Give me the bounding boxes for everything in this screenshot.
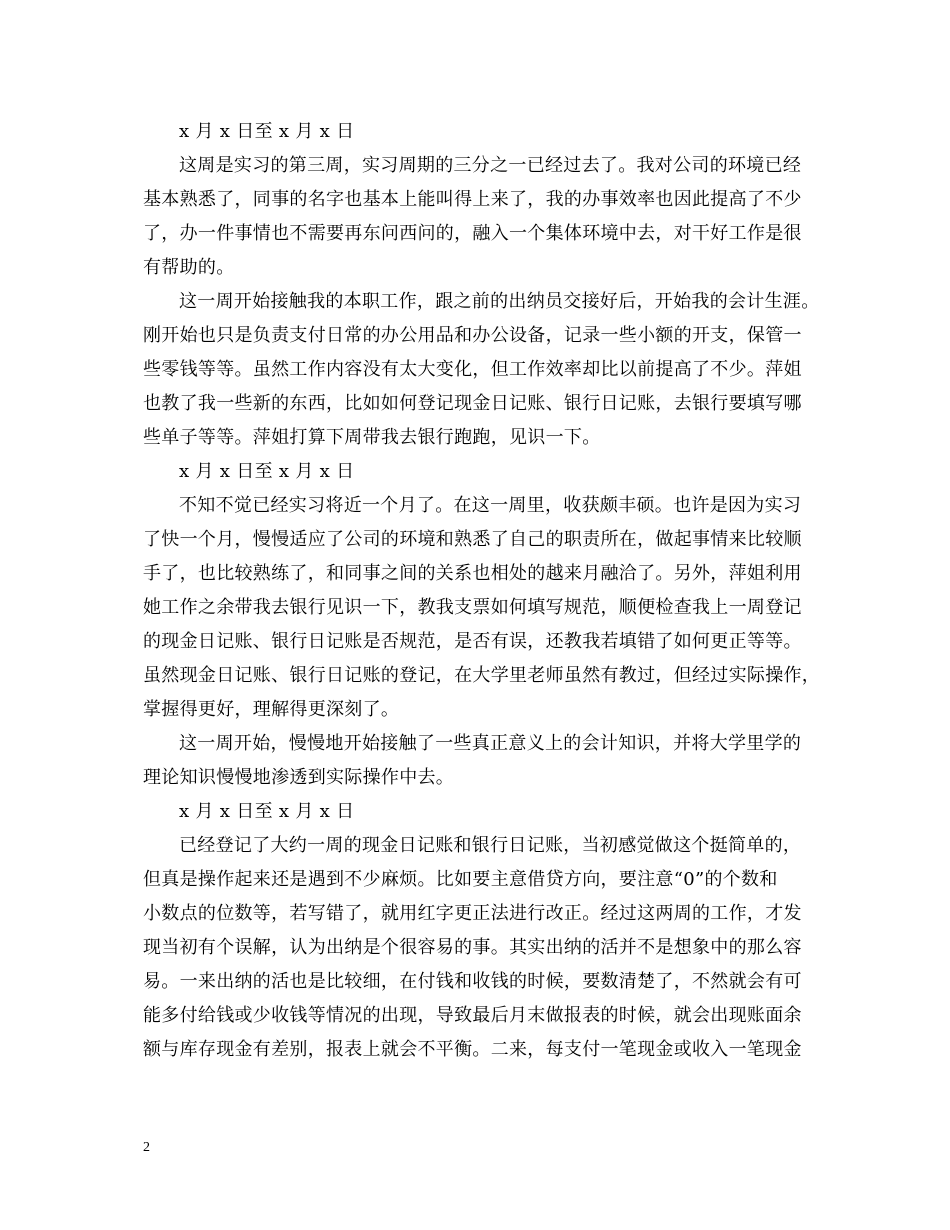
- paragraph-line: 她工作之余带我去银行见识一下，教我支票如何填写规范，顺便检查我上一周登记: [143, 597, 802, 618]
- paragraph-line: 手了，也比较熟练了，和同事之间的关系也相处的越来月融洽了。另外，萍姐利用: [143, 563, 802, 584]
- paragraph-line: 有帮助的。: [143, 257, 235, 278]
- paragraph-line: 了，办一件事情也不需要再东问西问的，融入一个集体环境中去，对干好工作是很: [143, 223, 802, 244]
- paragraph-line: 掌握得更好，理解得更深刻了。: [143, 699, 400, 720]
- paragraph-line: 小数点的位数等，若写错了，就用红字更正法进行改正。经过这两周的工作，才发: [143, 903, 802, 924]
- paragraph-line: 理论知识慢慢地渗透到实际操作中去。: [143, 767, 455, 788]
- paragraph-line: 了快一个月，慢慢适应了公司的环境和熟悉了自己的职责所在，做起事情来比较顺: [143, 529, 802, 550]
- paragraph-line: 这一周开始，慢慢地开始接触了一些真正意义上的会计知识，并将大学里学的: [179, 733, 802, 754]
- paragraph-line: 的现金日记账、银行日记账是否规范，是否有误，还教我若填错了如何更正等等。: [143, 631, 802, 652]
- paragraph-line: 虽然现金日记账、银行日记账的登记，在大学里老师虽然有教过，但经过实际操作，: [143, 665, 821, 686]
- paragraph-line: 易。一来出纳的活也是比较细，在付钱和收钱的时候，要数清楚了，不然就会有可: [143, 971, 802, 992]
- paragraph-line: 已经登记了大约一周的现金日记账和银行日记账，当初感觉做这个挺简单的，: [179, 835, 802, 856]
- paragraph-line: 些零钱等等。虽然工作内容没有太大变化，但工作效率却比以前提高了不少。萍姐: [143, 359, 802, 380]
- section-date-heading: x 月 x 日至 x 月 x 日: [179, 801, 355, 822]
- paragraph-line: 这周是实习的第三周，实习周期的三分之一已经过去了。我对公司的环境已经: [179, 155, 802, 176]
- section-date-heading: x 月 x 日至 x 月 x 日: [179, 461, 355, 482]
- paragraph-line: 能多付给钱或少收钱等情况的出现，导致最后月末做报表的时候，就会出现账面余: [143, 1005, 802, 1026]
- paragraph-line: 但真是操作起来还是遇到不少麻烦。比如要主意借贷方向，要注意“0”的个数和: [143, 869, 778, 890]
- paragraph-line: 现当初有个误解，认为出纳是个很容易的事。其实出纳的活并不是想象中的那么容: [143, 937, 802, 958]
- paragraph-line: 基本熟悉了，同事的名字也基本上能叫得上来了，我的办事效率也因此提高了不少: [143, 189, 802, 210]
- paragraph-line: 这一周开始接触我的本职工作，跟之前的出纳员交接好后，开始我的会计生涯。: [179, 291, 820, 312]
- paragraph-line: 刚开始也只是负责支付日常的办公用品和办公设备，记录一些小额的开支，保管一: [143, 325, 802, 346]
- section-date-heading: x 月 x 日至 x 月 x 日: [179, 121, 355, 142]
- page-number: 2: [143, 1140, 150, 1155]
- paragraph-line: 不知不觉已经实习将近一个月了。在这一周里，收获颇丰硕。也许是因为实习: [179, 495, 802, 516]
- paragraph-line: 额与库存现金有差别，报表上就会不平衡。二来，每支付一笔现金或收入一笔现金: [143, 1039, 802, 1060]
- paragraph-line: 也教了我一些新的东西，比如如何登记现金日记账、银行日记账，去银行要填写哪: [143, 393, 802, 414]
- paragraph-line: 些单子等等。萍姐打算下周带我去银行跑跑，见识一下。: [143, 427, 601, 448]
